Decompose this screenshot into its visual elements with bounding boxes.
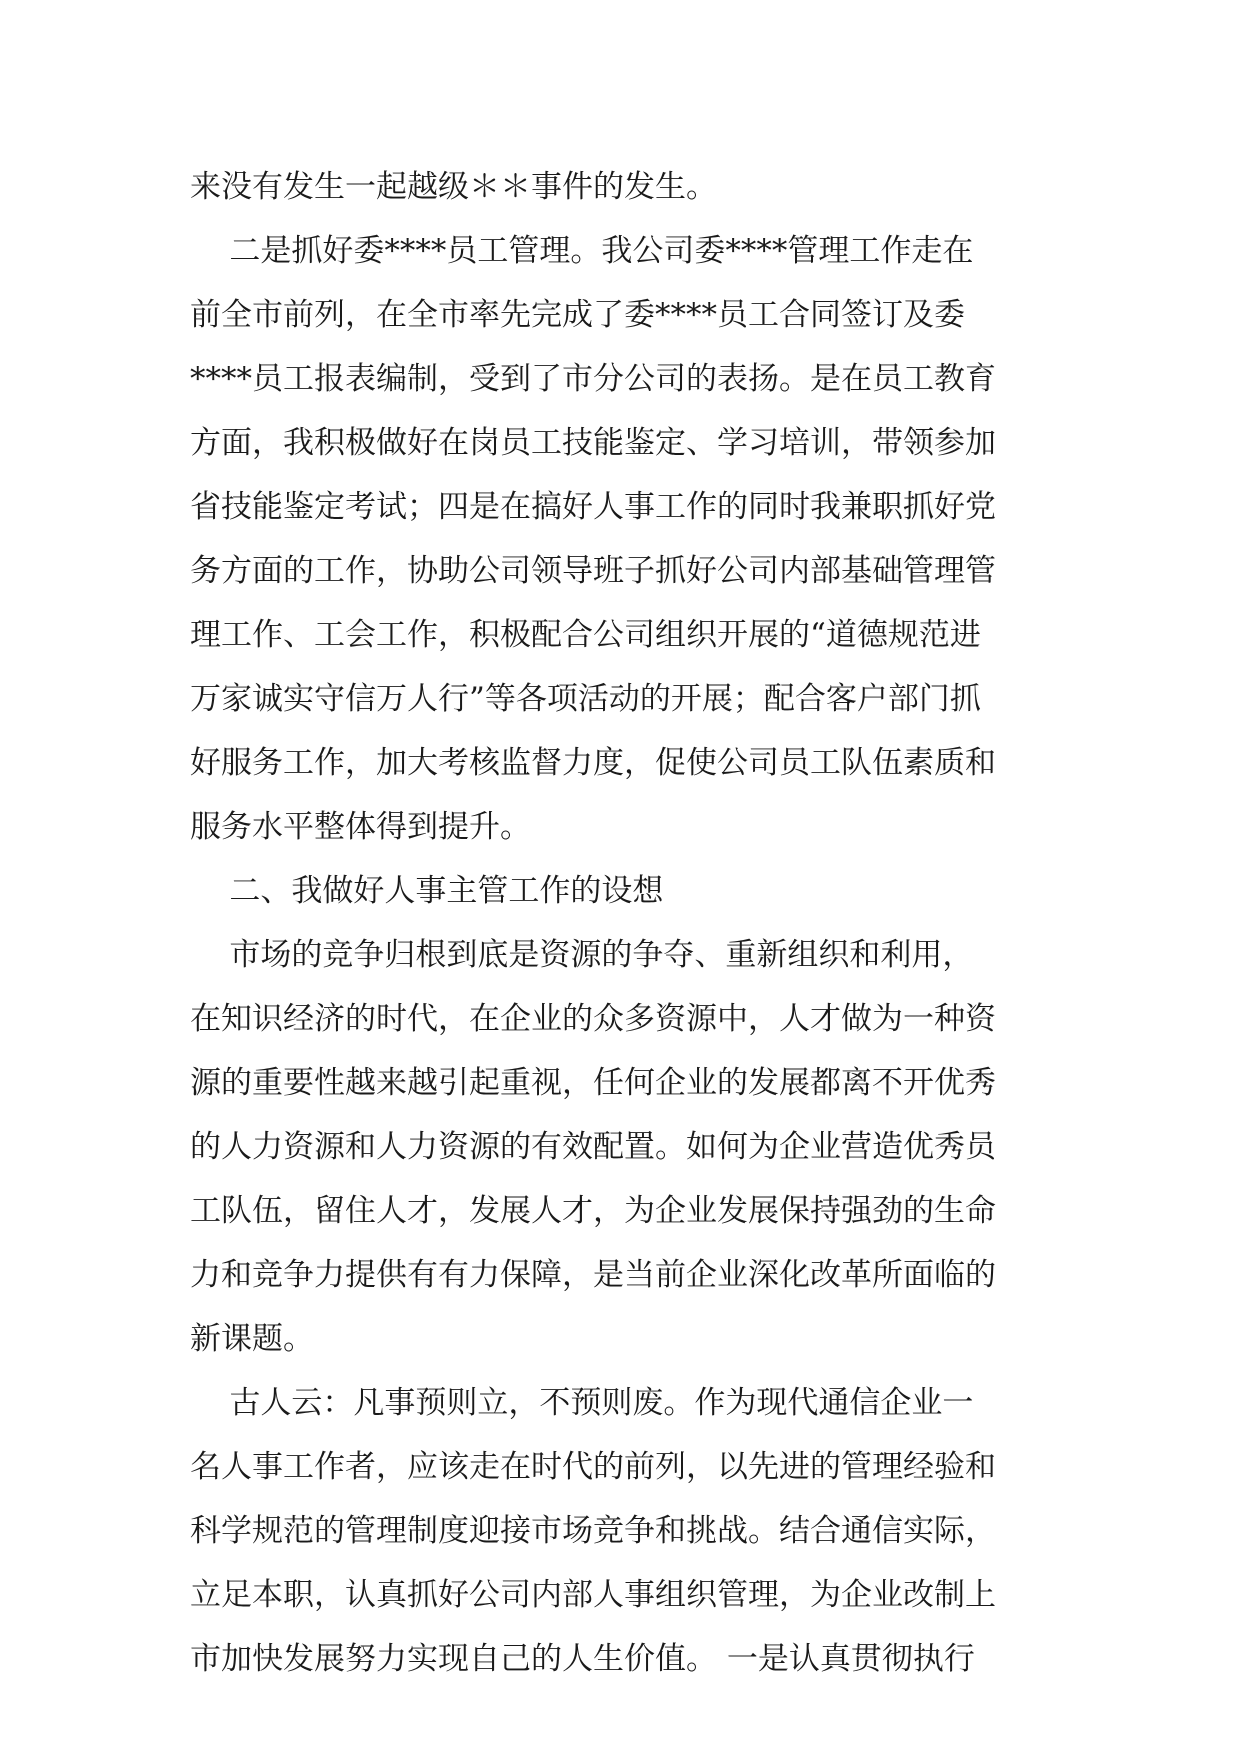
text-line: 来没有发生一起越级＊＊事件的发生。: [190, 169, 717, 205]
section-heading: 二、我做好人事主管工作的设想: [190, 873, 664, 909]
text-line: 力和竞争力提供有有力保障，是当前企业深化改革所面临的: [190, 1257, 996, 1293]
text-line: 好服务工作，加大考核监督力度，促使公司员工队伍素质和: [190, 745, 996, 781]
text-line: 工队伍，留住人才，发展人才，为企业发展保持强劲的生命: [190, 1193, 996, 1229]
text-line: 二是抓好委****员工管理。我公司委****管理工作走在: [190, 233, 974, 269]
text-line: 万家诚实守信万人行”等各项活动的开展；配合客户部门抓: [190, 681, 981, 717]
text-line: 古人云：凡事预则立，不预则废。作为现代通信企业一: [190, 1385, 974, 1421]
text-line: 源的重要性越来越引起重视，任何企业的发展都离不开优秀: [190, 1065, 996, 1101]
text-line: 方面，我积极做好在岗员工技能鉴定、学习培训，带领参加: [190, 425, 996, 461]
text-line: 服务水平整体得到提升。: [190, 809, 531, 845]
text-line: 科学规范的管理制度迎接市场竞争和挑战。结合通信实际，: [190, 1513, 996, 1549]
text-line: 立足本职，认真抓好公司内部人事组织管理，为企业改制上: [190, 1577, 996, 1613]
document-body: [190, 155, 1050, 1691]
text-line: 理工作、工会工作，积极配合公司组织开展的“道德规范进: [190, 617, 981, 653]
text-line: 的人力资源和人力资源的有效配置。如何为企业营造优秀员: [190, 1129, 996, 1165]
text-line: 市加快发展努力实现自己的人生价值。 一是认真贯彻执行: [190, 1641, 975, 1677]
text-line: ****员工报表编制，受到了市分公司的表扬。是在员工教育: [190, 361, 996, 397]
text-line: 在知识经济的时代，在企业的众多资源中，人才做为一种资: [190, 1001, 996, 1037]
text-line: 省技能鉴定考试；四是在搞好人事工作的同时我兼职抓好党: [190, 489, 996, 525]
text-line: 务方面的工作，协助公司领导班子抓好公司内部基础管理管: [190, 553, 996, 589]
text-line: 名人事工作者，应该走在时代的前列，以先进的管理经验和: [190, 1449, 996, 1485]
text-line: 前全市前列，在全市率先完成了委****员工合同签订及委: [190, 297, 965, 333]
text-line: 新课题。: [190, 1321, 314, 1357]
text-line: 市场的竞争归根到底是资源的争夺、重新组织和利用，: [190, 937, 974, 973]
